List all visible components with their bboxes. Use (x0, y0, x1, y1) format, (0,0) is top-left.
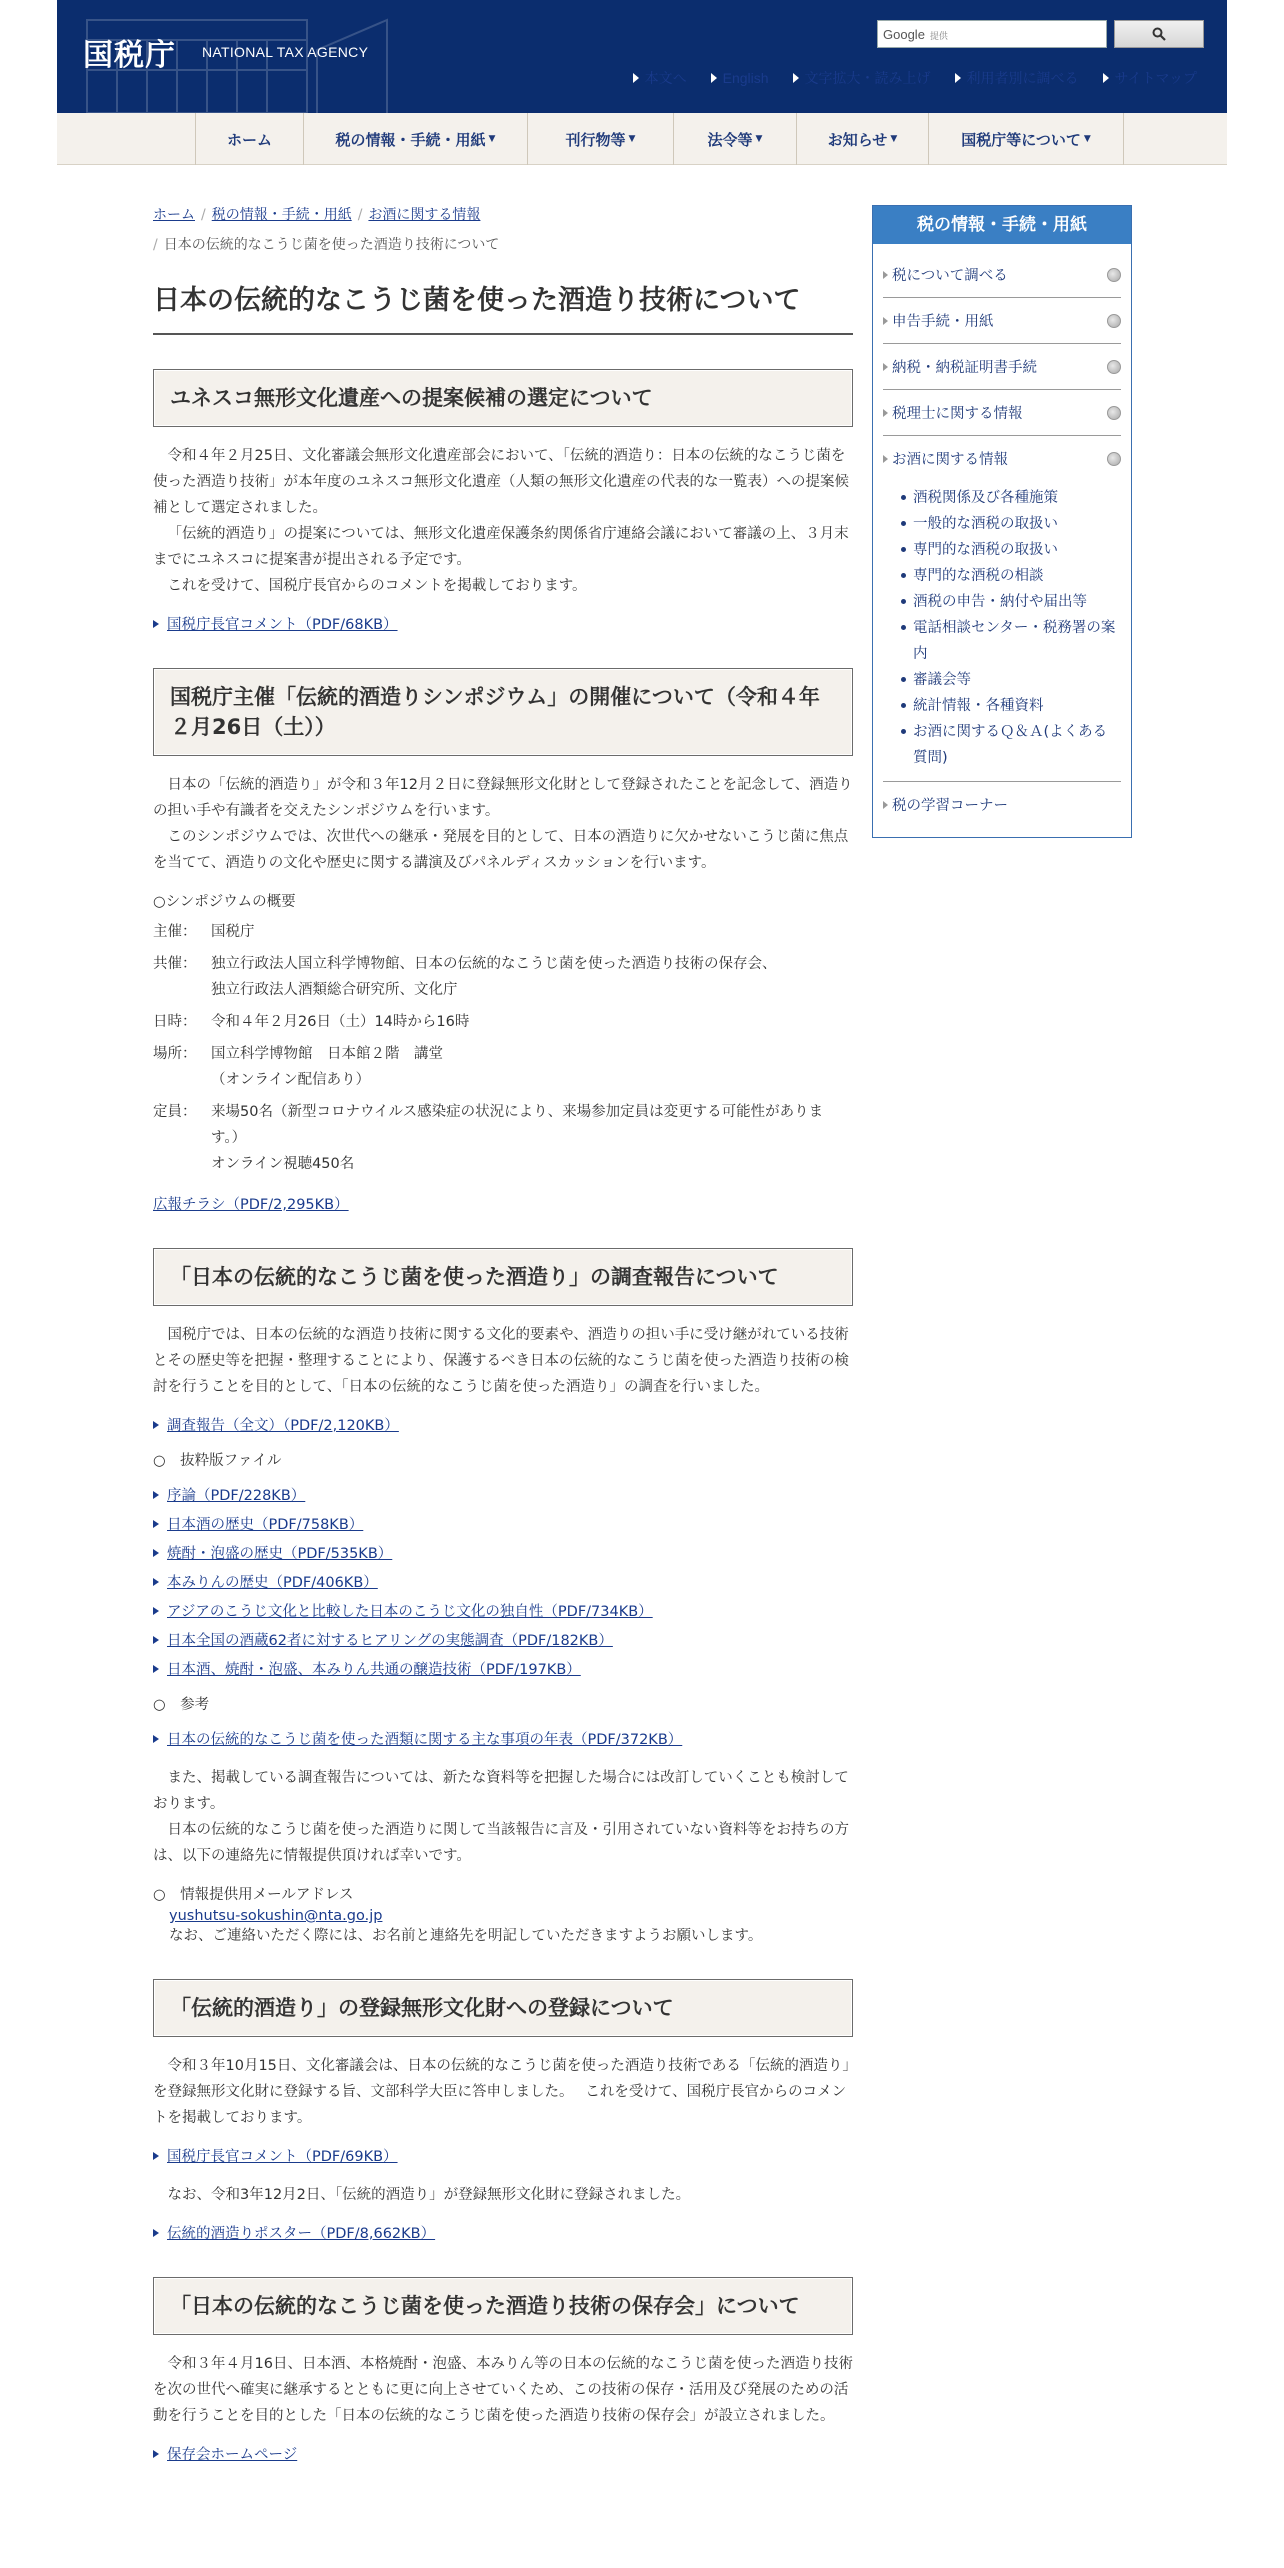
sidebar-item-tax-accountant[interactable] (883, 390, 1121, 436)
nav-label: 税の情報・手続・用紙 (335, 130, 486, 149)
utility-links (633, 68, 1197, 88)
expand-icon (1107, 314, 1121, 328)
detail-row (153, 1041, 853, 1093)
utility-link-label: 本文へ (644, 70, 687, 86)
paragraph: 日本の「伝統的酒造り」が令和３年12月２日に登録無形文化財として登録されたことを記念して、酒造りの担い手や有識者を交えたシンポジウムを行います。 (153, 777, 853, 819)
society-homepage-link[interactable]: 保存会ホームページ (167, 2447, 298, 2463)
detail-row (153, 951, 853, 1003)
excerpt-link[interactable]: アジアのこうじ文化と比較した日本のこうじ文化の独自性（PDF/734KB） (167, 1604, 653, 1620)
excerpt-link[interactable]: 日本全国の酒蔵62者に対するヒアリングの実態調査（PDF/182KB） (167, 1633, 613, 1649)
breadcrumb-tax-info[interactable]: 税の情報・手続・用紙 (211, 207, 352, 223)
dropdown-icon: ▼ (628, 134, 636, 144)
detail-key: 定員： (153, 1104, 197, 1120)
email-row (153, 1908, 853, 1945)
flyer-link-row (153, 1193, 853, 1214)
breadcrumb-current: 日本の伝統的なこうじ菌を使った酒造り技術について (163, 237, 500, 253)
excerpt-link[interactable]: 日本酒、焼酎・泡盛、本みりん共通の醸造技術（PDF/197KB） (167, 1662, 581, 1678)
paragraph: 「伝統的酒造り」の提案については、無形文化遺産保護条約関係省庁連絡会議において審議の上、３月末までにユネスコに提案書が提出される予定です。 (153, 526, 849, 568)
email-note: なお、ご連絡いただく際には、お名前と連絡先を明記していただきますようお願いします。 (169, 1928, 763, 1944)
list-item (153, 1542, 853, 1563)
detail-value: 令和４年２月26日（土）14時から16時 (211, 1014, 470, 1030)
list-item (153, 1484, 853, 1505)
utility-link-label: English (722, 70, 769, 86)
section-body (153, 2182, 853, 2208)
paragraph: なお、令和3年12月2日、「伝統的酒造り」が登録無形文化財に登録されました。 (167, 2187, 691, 2203)
arrow-right-icon (153, 2229, 159, 2237)
arrow-right-icon (153, 1491, 159, 1499)
nav-about[interactable] (929, 113, 1124, 165)
reference-label: ○ 参考 (153, 1697, 210, 1713)
excerpt-link[interactable]: 焼酎・泡盛の歴史（PDF/535KB） (167, 1546, 393, 1562)
detail-row (153, 1009, 853, 1035)
list-item (153, 1513, 853, 1534)
utility-link-main-content[interactable] (633, 68, 687, 88)
main-content (153, 200, 853, 2464)
sidebar-subitems (883, 481, 1121, 782)
list-item (153, 1629, 853, 1650)
excerpt-list (153, 1484, 853, 1679)
excerpt-link[interactable]: 序論（PDF/228KB） (167, 1488, 306, 1504)
detail-key: 場所： (153, 1046, 197, 1062)
sidebar-subitem[interactable]: 専門的な酒税の相談 (901, 563, 1121, 589)
timeline-pdf-link[interactable]: 日本の伝統的なこうじ菌を使った酒類に関する主な事項の年表（PDF/372KB） (167, 1732, 683, 1748)
pdf-link-row (153, 2145, 853, 2166)
search-icon (1152, 27, 1166, 41)
nav-label: 法令等 (707, 130, 753, 149)
nav-label: 国税庁等について (961, 130, 1081, 149)
excerpt-link[interactable]: 本みりんの歴史（PDF/406KB） (167, 1575, 378, 1591)
sidebar-subitem[interactable]: 専門的な酒税の取扱い (901, 537, 1121, 563)
sidebar-subitem[interactable]: 酒税の申告・納付や届出等 (901, 589, 1121, 615)
nav-label: お知らせ (827, 130, 888, 149)
pdf-link-row (153, 1414, 853, 1435)
sidebar-item-label: 税について調べる (883, 264, 1008, 285)
paragraph: 国税庁では、日本の伝統的な酒造り技術に関する文化的要素や、酒造りの担い手に受け継がれている技術とその歴史等を把握・整理することにより、保護するべき日本の伝統的なこうじ菌を使った酒造り技術の検討を行うことを目的として、「日本の伝統的なこうじ菌を使った酒造り」の調査を行いました。 (153, 1327, 849, 1395)
expand-icon (1107, 360, 1121, 374)
full-report-link[interactable]: 調査報告（全文）（PDF/2,120KB） (167, 1418, 399, 1434)
nav-home[interactable]: ホーム (196, 113, 304, 165)
list-item (153, 1600, 853, 1621)
section-body (153, 772, 853, 876)
section-heading-preservation-society: 「日本の伝統的なこうじ菌を使った酒造り技術の保存会」について (153, 2277, 853, 2335)
site-header (57, 0, 1227, 113)
triangle-right-icon (955, 73, 961, 83)
nav-publications[interactable] (528, 113, 674, 165)
search-input-wrapper[interactable] (877, 20, 1107, 48)
sidebar-item-research-tax[interactable] (883, 252, 1121, 298)
detail-value: 来場50名（新型コロナウイルス感染症の状況により、来場参加定員は変更する可能性があります。） オンライン視聴450名 (211, 1104, 824, 1172)
utility-link-english[interactable] (711, 68, 769, 88)
excerpt-link[interactable]: 日本酒の歴史（PDF/758KB） (167, 1517, 364, 1533)
sidebar-item-payment[interactable] (883, 344, 1121, 390)
dropdown-icon: ▼ (755, 134, 763, 144)
list-item (153, 1658, 853, 1679)
paragraph: 令和３年４月16日、日本酒、本格焼酎・泡盛、本みりん等の日本の伝統的なこうじ菌を使った酒造り技術を次の世代へ確実に継承するとともに更に向上させていくため、この技術の保存・活用及び発展のための活動を行うことを目的とした「日本の伝統的なこうじ菌を使った酒造り技術の保存会」が設立されました。 (153, 2356, 853, 2424)
commissioner-comment-link[interactable]: 国税庁長官コメント（PDF/69KB） (167, 2149, 398, 2165)
sidebar-subitem[interactable]: お酒に関するＱ＆Ａ(よくある質問) (901, 719, 1121, 771)
detail-key: 主催： (153, 924, 197, 940)
arrow-right-icon (153, 1665, 159, 1673)
detail-key: 共催： (153, 956, 197, 972)
paragraph: 日本の伝統的なこうじ菌を使った酒造りに関して当該報告に言及・引用されていない資料等をお持ちの方は、以下の連絡先に情報提供頂ければ幸いです。 (153, 1822, 849, 1864)
section-body (153, 1765, 853, 1869)
utility-link-by-user[interactable] (955, 68, 1079, 88)
arrow-right-icon (153, 1636, 159, 1644)
pdf-link-row (153, 1728, 853, 1749)
paragraph: このシンポジウムでは、次世代への継承・発展を目的として、日本の酒造りに欠かせないこうじ菌に焦点を当てて、酒造りの文化や歴史に関する講演及びパネルディスカッションを行います。 (153, 829, 849, 871)
detail-value: 国税庁 (211, 924, 255, 940)
sidebar-subitem[interactable]: 統計情報・各種資料 (901, 693, 1121, 719)
sidebar-subitem[interactable]: 電話相談センター・税務署の案内 (901, 615, 1121, 667)
sidebar-subitem[interactable]: 一般的な酒税の取扱い (901, 511, 1121, 537)
utility-link-label: サイトマップ (1114, 70, 1197, 86)
section-body (153, 443, 853, 599)
section-heading-survey-report: 「日本の伝統的なこうじ菌を使った酒造り」の調査報告について (153, 1248, 853, 1306)
arrow-right-icon (153, 1607, 159, 1615)
arrow-right-icon (153, 1578, 159, 1586)
site-logo-english: NATIONAL TAX AGENCY (202, 44, 369, 60)
symposium-details (153, 919, 853, 1177)
flyer-pdf-link[interactable]: 広報チラシ（PDF/2,295KB） (153, 1197, 349, 1213)
breadcrumb: ホーム / 税の情報・手続・用紙 / お酒に関する情報 / 日本の伝統的なこうじ菌を使った酒造り技術について (153, 207, 500, 253)
arrow-right-icon (153, 1735, 159, 1743)
paragraph: また、掲載している調査報告については、新たな資料等を把握した場合には改訂していくことも検討しております。 (153, 1770, 849, 1812)
paragraph: 令和３年10月15日、文化審議会は、日本の伝統的なこうじ菌を使った酒造り技術である「伝統的酒造り」を登録無形文化財に登録する旨、文部科学大臣に答申しました。 これを受けて、国税庁長官からのコメントを掲載しております。 (153, 2058, 850, 2126)
expand-icon (1107, 452, 1121, 466)
list-item (153, 1571, 853, 1592)
sidebar-item-filing-forms[interactable] (883, 298, 1121, 344)
sidebar-item-label: 税の学習コーナー (883, 794, 1008, 815)
dropdown-icon: ▼ (488, 134, 496, 144)
utility-link-text-size[interactable] (793, 68, 931, 88)
section-heading-registration: 「伝統的酒造り」の登録無形文化財への登録について (153, 1979, 853, 2037)
pdf-link-row (153, 2222, 853, 2243)
excerpt-label: ○ 抜粋版ファイル (153, 1453, 282, 1469)
detail-row (153, 1099, 853, 1177)
sidebar-subitem[interactable]: 酒税関係及び各種施策 (901, 485, 1121, 511)
section-heading-unesco: ユネスコ無形文化遺産への提案候補の選定について (153, 369, 853, 427)
sidebar-item-label: 申告手続・用紙 (883, 310, 994, 331)
google-search-label: Google 提供 (883, 27, 948, 42)
detail-key: 日時： (153, 1014, 197, 1030)
triangle-right-icon (793, 73, 799, 83)
nav-notices[interactable] (797, 113, 929, 165)
detail-value: 独立行政法人国立科学博物館、日本の伝統的なこうじ菌を使った酒造り技術の保存会、 独立行政法人酒類総合研究所、文化庁 (211, 956, 777, 998)
breadcrumb-home[interactable]: ホーム (153, 207, 195, 223)
detail-row (153, 919, 853, 945)
expand-icon (1107, 406, 1121, 420)
search-input[interactable] (878, 21, 1106, 47)
section-body (153, 2351, 853, 2429)
dropdown-icon: ▼ (1083, 134, 1091, 144)
arrow-right-icon (153, 1520, 159, 1528)
utility-link-label: 利用者別に調べる (966, 70, 1079, 86)
sidebar-item-label: 納税・納税証明書手続 (883, 356, 1037, 377)
paragraph: 令和４年２月25日、文化審議会無形文化遺産部会において、「伝統的酒造り：日本の伝統的なこうじ菌を使った酒造り技術」が本年度のユネスコ無形文化遺産（人類の無形文化遺産の代表的な一覧表）への提案候補として選定されました。 (153, 448, 849, 516)
detail-value: 国立科学博物館 日本館２階 講堂 （オンライン配信あり） (211, 1046, 443, 1088)
nav-tax-info[interactable] (304, 113, 528, 165)
sidebar-title: 税の情報・手続・用紙 (873, 206, 1131, 244)
triangle-right-icon (711, 73, 717, 83)
arrow-right-icon (153, 2450, 159, 2458)
symposium-overview-label: ○シンポジウムの概要 (153, 894, 296, 910)
section-body (153, 2053, 853, 2131)
sidebar-subitem[interactable]: 審議会等 (901, 667, 1121, 693)
sidebar-item-label: 税理士に関する情報 (883, 402, 1023, 423)
contact-email-link[interactable]: yushutsu-sokushin@nta.go.jp (169, 1908, 383, 1924)
section-heading-symposium: 国税庁主催「伝統的酒造りシンポジウム」の開催について（令和４年２月26日（土）） (153, 668, 853, 756)
utility-link-sitemap[interactable] (1103, 68, 1197, 88)
dropdown-icon: ▼ (890, 134, 898, 144)
utility-link-label: 文字拡大・読み上げ (804, 70, 931, 86)
search-button[interactable] (1114, 20, 1204, 48)
arrow-right-icon (153, 620, 159, 628)
page-title: 日本の伝統的なこうじ菌を使った酒造り技術について (153, 266, 853, 335)
sidebar-item-label: お酒に関する情報 (883, 448, 1008, 469)
site-logo[interactable]: 国税庁 (83, 38, 176, 73)
arrow-right-icon (153, 2152, 159, 2160)
email-label: ○ 情報提供用メールアドレス (153, 1887, 354, 1903)
arrow-right-icon (153, 1421, 159, 1429)
pdf-link-row (153, 613, 853, 634)
link-row (153, 2443, 853, 2464)
global-nav (57, 113, 1227, 165)
arrow-right-icon (153, 1549, 159, 1557)
breadcrumb-alcohol-info[interactable]: お酒に関する情報 (368, 207, 481, 223)
triangle-right-icon (633, 73, 639, 83)
poster-pdf-link[interactable]: 伝統的酒造りポスター（PDF/8,662KB） (167, 2226, 436, 2242)
nav-laws[interactable] (674, 113, 797, 165)
commissioner-comment-link[interactable]: 国税庁長官コメント（PDF/68KB） (167, 617, 398, 633)
triangle-right-icon (1103, 73, 1109, 83)
sidebar (872, 205, 1132, 838)
nav-label: 刊行物等 (565, 130, 626, 149)
sidebar-item-alcohol[interactable] (883, 436, 1121, 481)
expand-icon (1107, 268, 1121, 282)
paragraph: これを受けて、国税庁長官からのコメントを掲載しております。 (167, 578, 587, 594)
sidebar-item-learning[interactable] (883, 782, 1121, 827)
section-body (153, 1322, 853, 1400)
